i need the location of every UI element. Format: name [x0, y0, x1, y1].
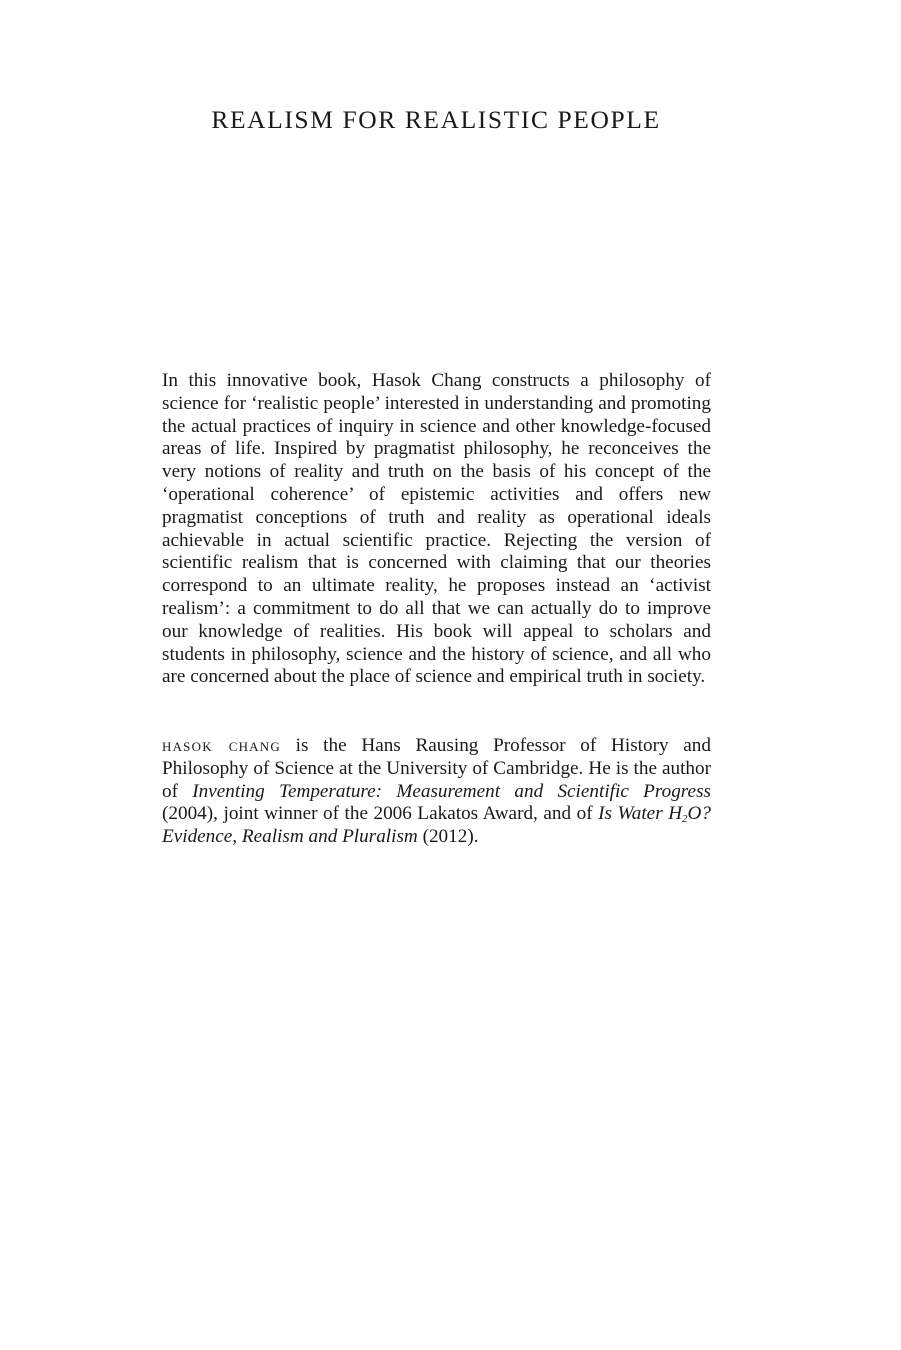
- bio-text-3: (2012).: [417, 826, 479, 848]
- author-bio: [162, 735, 711, 849]
- author-name: hasok chang: [162, 735, 281, 756]
- page-title: REALISM FOR REALISTIC PEOPLE: [211, 105, 661, 134]
- book-description: In this innovative book, Hasok Chang constructs a philosophy of science for ‘realistic people’ interested in understanding and promoting the actual practices of inquiry in science and other knowledge-focused areas of life. Inspired by pragmatist philosophy, he reconceives the very notions of reality and truth on the basis of his concept of the ‘operational coherence’ of epistemic activities and offers new pragmatist conceptions of truth and reality as operational ideals achievable in actual scientific practice. Rejecting the version of scientific realism that is concerned with claiming that our theories correspond to an ultimate reality, he proposes instead an ‘activist realism’: a commitment to do all that we can actually do to improve our knowledge of realities. His book will appeal to scholars and students in philosophy, science and the history of science, and all who are concerned about the place of science and empirical truth in society.: [162, 370, 711, 688]
- bio-text-2: (2004), joint winner of the 2006 Lakatos Award, and of: [162, 803, 599, 825]
- book-title-2-subscript: 2: [682, 813, 688, 826]
- book-title-1: Inventing Temperature: Measurement and Scientific Progress: [192, 780, 711, 802]
- bio-text-1: is the Hans Rausing Professor of History and Philosophy of Science at the University of Cambridge. He is the author of: [162, 735, 711, 802]
- book-title-2-part-a: Is Water H: [598, 803, 683, 825]
- book-title-2-part-b: O? Evidence, Realism and Pluralism: [162, 803, 711, 848]
